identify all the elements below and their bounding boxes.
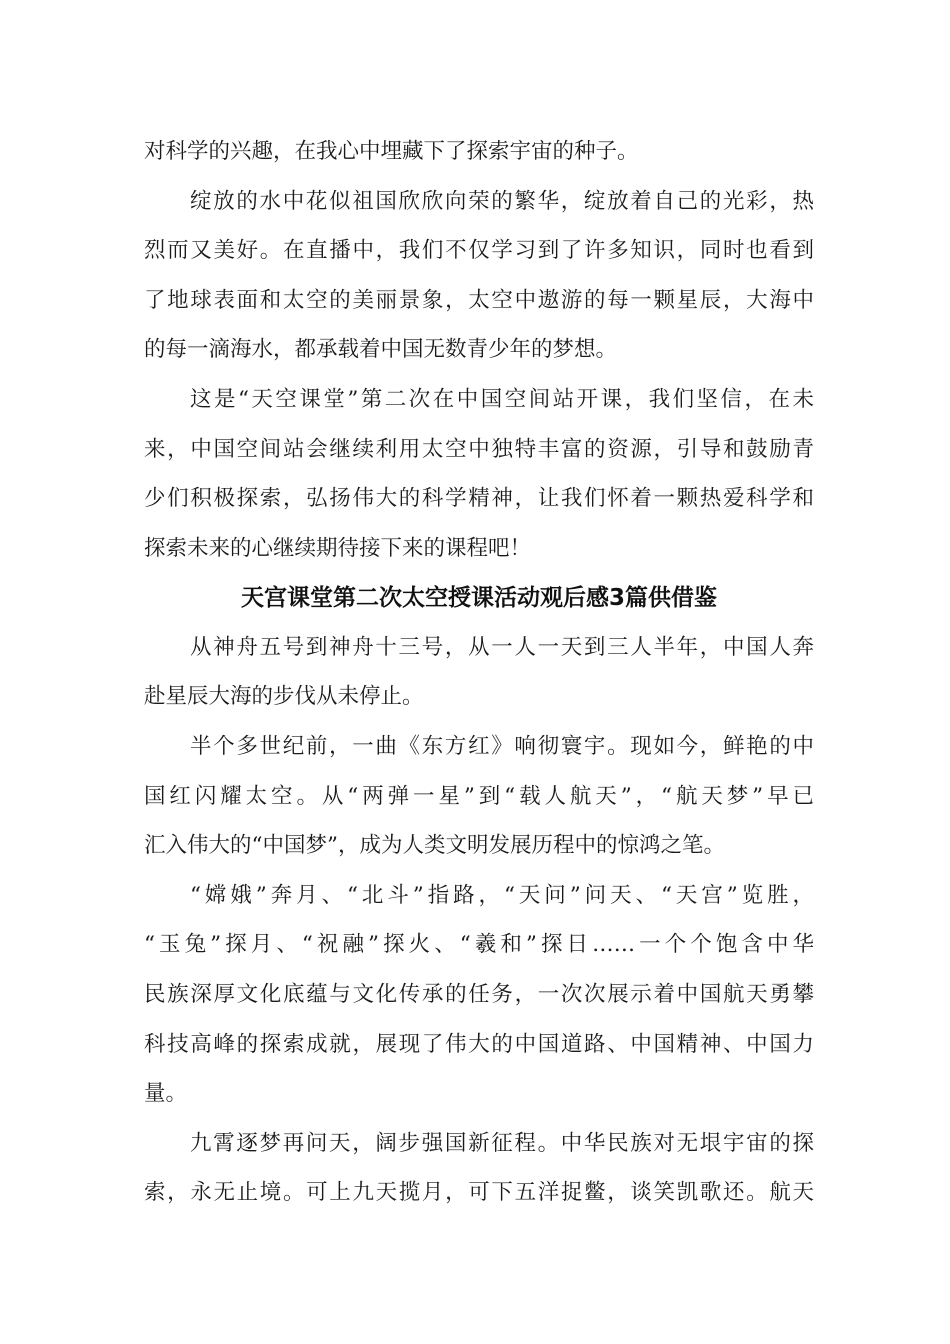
text-line: 科技高峰的探索成就，展现了伟大的中国道路、中国精神、中国力 — [144, 1032, 814, 1057]
text-line: 量。 — [144, 1081, 188, 1106]
text-line: 烈而又美好。在直播中，我们不仅学习到了许多知识，同时也看到 — [144, 238, 814, 263]
section-heading: 天宫课堂第二次太空授课活动观后感3篇供借鉴 — [240, 585, 717, 611]
text-line: 探索未来的心继续期待接下来的课程吧！ — [144, 536, 532, 561]
paragraph-first-line: 半个多世纪前，一曲《东方红》响彻寰宇。现如今，鲜艳的中 — [190, 734, 814, 759]
text-line: 汇入伟大的“中国梦”，成为人类文明发展历程中的惊鸿之笔。 — [144, 833, 725, 858]
text-line: 国红闪耀太空。从“两弹一星”到“载人航天”，“航天梦”早已 — [144, 784, 814, 809]
text-line: 了地球表面和太空的美丽景象，太空中遨游的每一颗星辰，大海中 — [144, 288, 814, 313]
text-line: 民族深厚文化底蕴与文化传承的任务，一次次展示着中国航天勇攀 — [144, 982, 814, 1007]
paragraph-first-line: 从神舟五号到神舟十三号，从一人一天到三人半年，中国人奔 — [190, 635, 814, 660]
text-line: 少们积极探索，弘扬伟大的科学精神，让我们怀着一颗热爱科学和 — [144, 486, 814, 511]
text-line: 的每一滴海水，都承载着中国无数青少年的梦想。 — [144, 337, 618, 362]
text-line: “玉兔”探月、“祝融”探火、“羲和”探日……一个个饱含中华 — [144, 932, 814, 957]
paragraph-first-line: “嫦娥”奔月、“北斗”指路，“天问”问天、“天宫”览胜， — [190, 883, 814, 908]
paragraph-first-line: 这是“天空课堂”第二次在中国空间站开课，我们坚信，在未 — [190, 387, 814, 412]
text-line: 来，中国空间站会继续利用太空中独特丰富的资源，引导和鼓励青 — [144, 437, 814, 462]
text-line: 赴星辰大海的步伐从未停止。 — [144, 684, 424, 709]
text-line: 索，永无止境。可上九天揽月，可下五洋捉鳖，谈笑凯歌还。航天 — [144, 1180, 814, 1205]
text-line: 对科学的兴趣，在我心中埋藏下了探索宇宙的种子。 — [144, 139, 639, 164]
paragraph-first-line: 绽放的水中花似祖国欣欣向荣的繁华，绽放着自己的光彩，热 — [190, 189, 814, 214]
paragraph-first-line: 九霄逐梦再问天，阔步强国新征程。中华民族对无垠宇宙的探 — [190, 1131, 814, 1156]
